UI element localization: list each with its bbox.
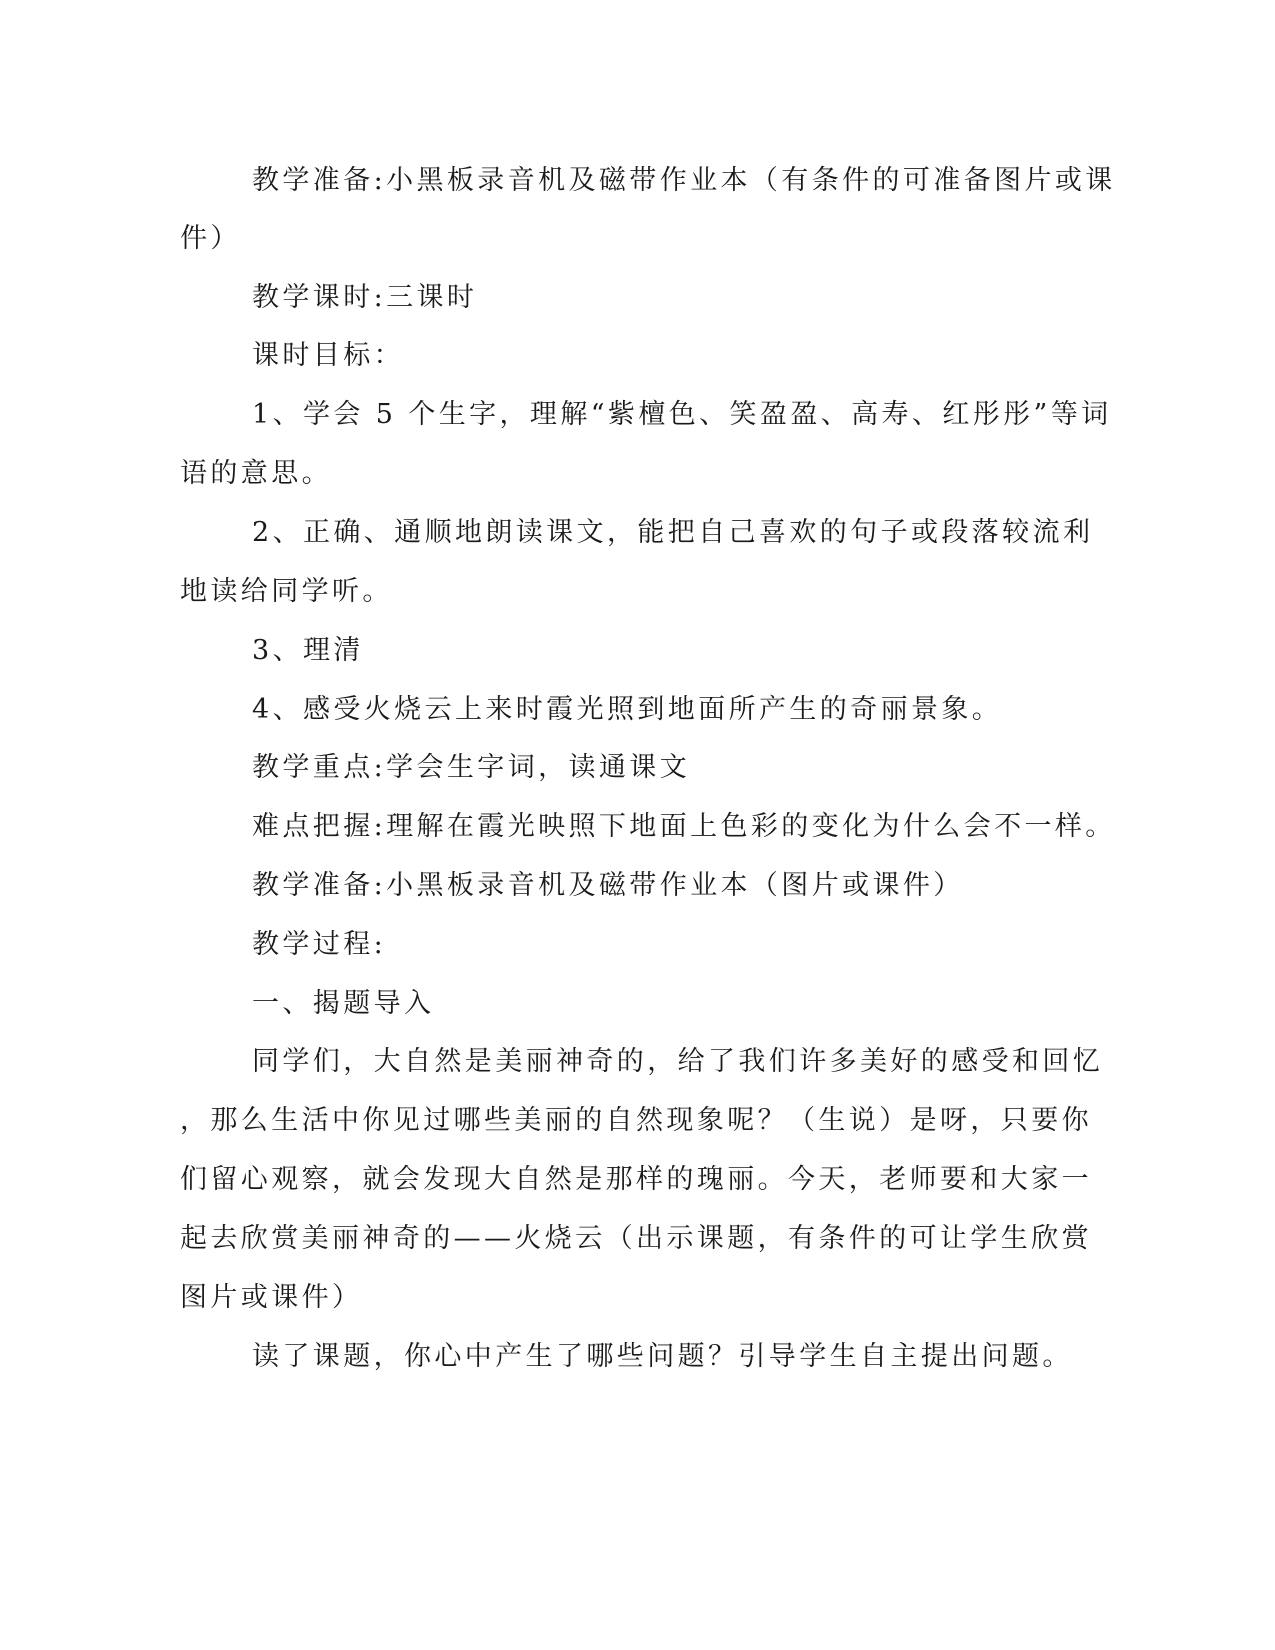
text-line: 们留心观察，就会发现大自然是那样的瑰丽。今天，老师要和大家一 — [180, 1164, 1092, 1195]
text-line: 3、理清 — [252, 635, 364, 666]
text-line: ，那么生活中你见过哪些美丽的自然现象呢？（生说）是呀，只要你 — [180, 1105, 1092, 1136]
text-line: 教学准备:小黑板录音机及磁带作业本（图片或课件） — [252, 870, 964, 901]
text-line: 地读给同学听。 — [180, 576, 393, 607]
text-line: 教学重点:学会生字词，读通课文 — [252, 752, 691, 783]
text-line: 教学过程: — [252, 929, 387, 960]
text-line: 课时目标： — [252, 340, 404, 371]
text-line: 图片或课件） — [180, 1282, 363, 1313]
text-line: 教学课时:三课时 — [252, 282, 478, 313]
text-line: 教学准备:小黑板录音机及磁带作业本（有条件的可准备图片或课 — [252, 165, 1116, 196]
text-line: 同学们，大自然是美丽神奇的，给了我们许多美好的感受和回忆 — [252, 1046, 1104, 1077]
text-line: 起去欣赏美丽神奇的——火烧云（出示课题，有条件的可让学生欣赏 — [180, 1223, 1092, 1254]
text-line: 一、揭题导入 — [252, 988, 435, 1019]
text-line: 1、学会 5 个生字，理解“紫檀色、笑盈盈、高寿、红彤彤”等词 — [252, 399, 1112, 430]
text-line: 件） — [180, 223, 241, 254]
text-line: 难点把握:理解在霞光映照下地面上色彩的变化为什么会不一样。 — [252, 811, 1116, 842]
text-line: 2、正确、通顺地朗读课文，能把自己喜欢的句子或段落较流利 — [252, 517, 1094, 548]
text-line: 读了课题，你心中产生了哪些问题？引导学生自主提出问题。 — [252, 1341, 1073, 1372]
text-line: 4、感受火烧云上来时霞光照到地面所产生的奇丽景象。 — [252, 694, 1003, 725]
text-line: 语的意思。 — [180, 458, 332, 489]
